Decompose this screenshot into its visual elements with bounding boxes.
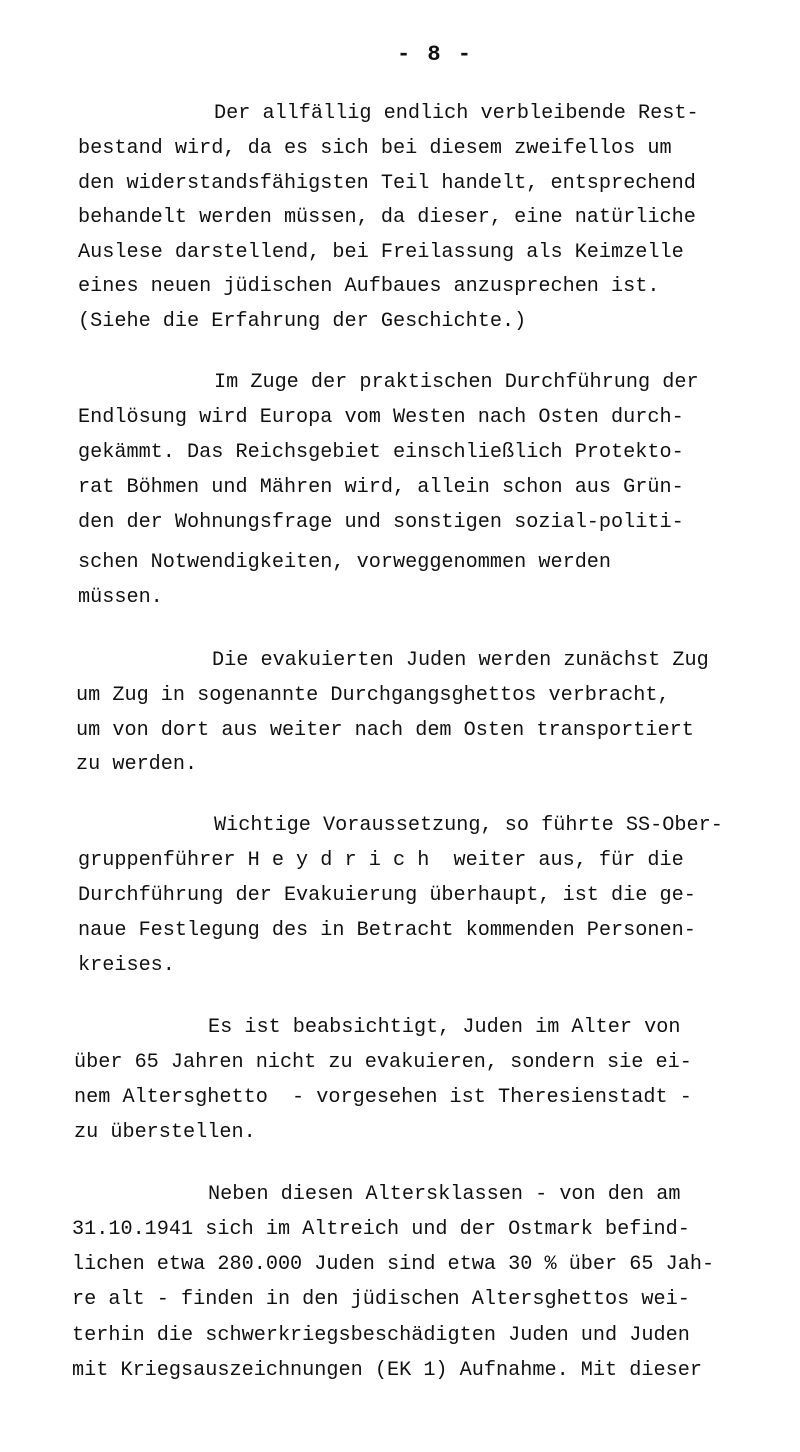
text-line: zu überstellen. — [74, 1121, 256, 1144]
text-line: eines neuen jüdischen Aufbaues anzusprechen ist. — [78, 275, 660, 298]
text-line: Im Zuge der praktischen Durchführung der — [214, 371, 699, 394]
text-line: Neben diesen Altersklassen - von den am — [208, 1183, 681, 1206]
text-line: gekämmt. Das Reichsgebiet einschließlich Protekto- — [78, 441, 684, 464]
text-line: (Siehe die Erfahrung der Geschichte.) — [78, 310, 527, 333]
text-line: kreises. — [78, 954, 175, 977]
text-line: Es ist beabsichtigt, Juden im Alter von — [208, 1016, 681, 1039]
text-line: nem Altersghetto - vorgesehen ist Theresienstadt - — [74, 1086, 692, 1109]
text-line: um von dort aus weiter nach dem Osten transportiert — [76, 719, 694, 742]
text-line: bestand wird, da es sich bei diesem zweifellos um — [78, 137, 672, 160]
text-line: Endlösung wird Europa vom Westen nach Osten durch- — [78, 406, 684, 429]
text-line: behandelt werden müssen, da dieser, eine natürliche — [78, 206, 696, 229]
text-line: Auslese darstellend, bei Freilassung als Keimzelle — [78, 241, 684, 264]
text-line: lichen etwa 280.000 Juden sind etwa 30 % über 65 Jah- — [72, 1253, 715, 1276]
text-line: über 65 Jahren nicht zu evakuieren, sondern sie ei- — [74, 1051, 692, 1074]
text-line: rat Böhmen und Mähren wird, allein schon aus Grün- — [78, 476, 684, 499]
text-line: zu werden. — [76, 753, 198, 776]
text-line: naue Festlegung des in Betracht kommenden Personen- — [78, 919, 696, 942]
text-line: Der allfällig endlich verbleibende Rest- — [214, 102, 699, 125]
text-line: Die evakuierten Juden werden zunächst Zug — [212, 649, 709, 672]
text-line: mit Kriegsauszeichnungen (EK 1) Aufnahme. Mit dieser — [72, 1359, 702, 1382]
text-line: 31.10.1941 sich im Altreich und der Ostmark befind- — [72, 1218, 690, 1241]
text-line: müssen. — [78, 586, 163, 609]
text-line: Durchführung der Evakuierung überhaupt, ist die ge- — [78, 884, 696, 907]
text-line: gruppenführer H e y d r i c h weiter aus, für die — [78, 849, 684, 872]
text-line: den der Wohnungsfrage und sonstigen sozial-politi- — [78, 511, 684, 534]
page-number: - 8 - — [396, 42, 473, 67]
text-line: re alt - finden in den jüdischen Altersghettos wei- — [72, 1288, 690, 1311]
text-line: den widerstandsfähigsten Teil handelt, entsprechend — [78, 172, 696, 195]
text-line: schen Notwendigkeiten, vorweggenommen werden — [78, 551, 612, 574]
text-line: um Zug in sogenannte Durchgangsghettos verbracht, — [76, 684, 670, 707]
text-line: terhin die schwerkriegsbeschädigten Juden und Juden — [72, 1324, 690, 1347]
text-line: Wichtige Voraussetzung, so führte SS-Ober- — [214, 814, 723, 837]
